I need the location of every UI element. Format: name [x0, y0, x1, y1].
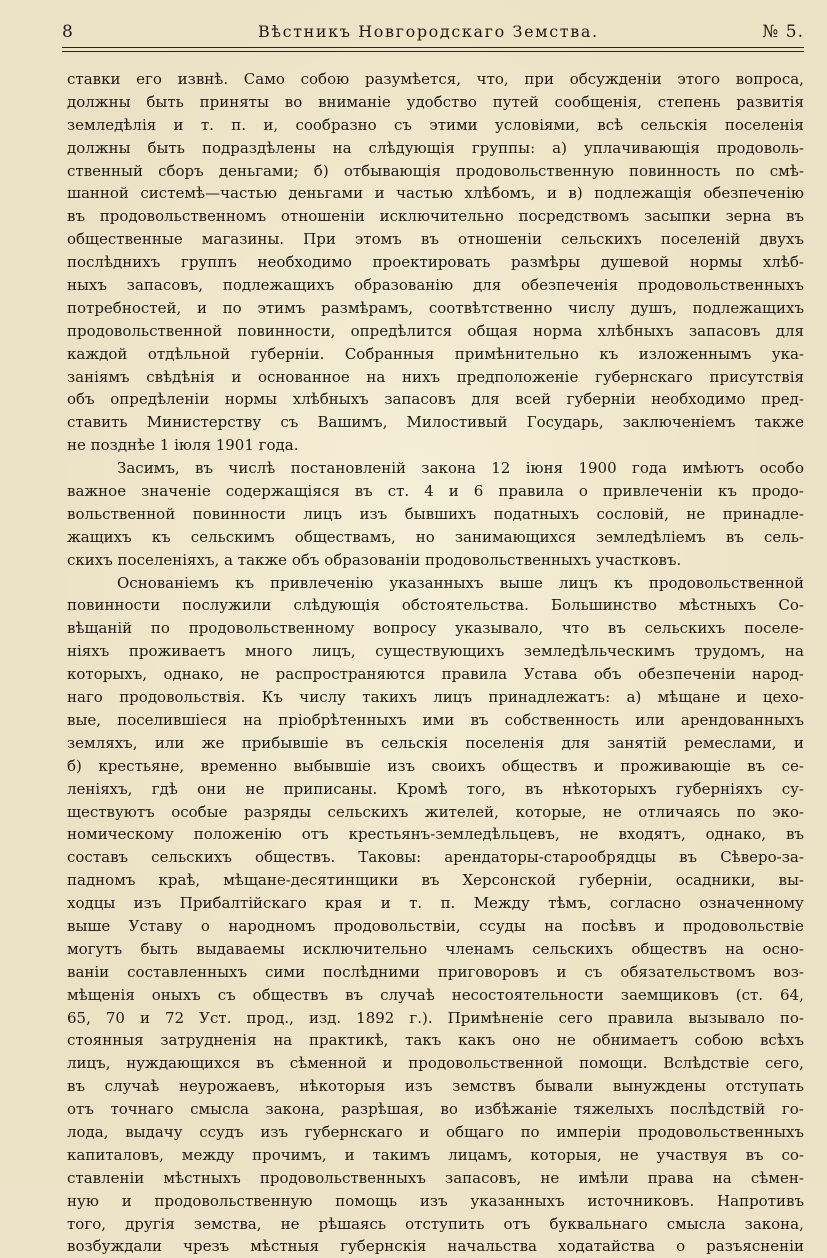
- text-line: вольственной повинности лицъ изъ бывшихъ податныхъ сословій, не принадле-: [67, 504, 804, 523]
- text-line: должны быть приняты во вниманіе удобство путей сообщенія, степень развитія: [67, 92, 804, 111]
- text-line: отъ точнаго смысла закона, разрѣшая, во избѣжаніе тяжелыхъ послѣдствій го-: [67, 1100, 804, 1119]
- text-line: повинности послужили слѣдующія обстоятельства. Большинство мѣстныхъ Со-: [67, 596, 804, 615]
- text-line: въ продовольственномъ отношеніи исключительно посредствомъ засыпки зерна въ: [67, 207, 804, 226]
- text-line: наго продовольствія. Къ числу такихъ лицъ принадлежатъ: а) мѣщане и цехо-: [67, 688, 804, 707]
- text-line: ваніи составленныхъ сими послѣдними приговоровъ и съ обязательствомъ воз-: [67, 962, 804, 981]
- text-line: потребностей, и по этимъ размѣрамъ, соотвѣтственно числу душъ, подлежащихъ: [67, 298, 804, 317]
- issue-number: № 5.: [762, 22, 804, 42]
- text-line: ставленіи мѣстныхъ продовольственныхъ запасовъ, не имѣли права на сѣмен-: [67, 1168, 804, 1187]
- text-line: мѣщенія оныхъ съ обществъ въ случаѣ несостоятельности заемщиковъ (ст. 64,: [67, 985, 804, 1004]
- text-line: ственный сборъ деньгами; б) отбывающія продовольственную повинность по смѣ-: [67, 161, 804, 180]
- text-line: стоянныя затрудненія на практикѣ, такъ какъ оно не обнимаетъ собою всѣхъ: [67, 1031, 804, 1050]
- text-line: составъ сельскихъ обществъ. Таковы: арендаторы-старообрядцы въ Сѣверо-за-: [67, 848, 804, 867]
- text-line: ную и продовольственную помощь изъ указанныхъ источниковъ. Напротивъ: [67, 1191, 804, 1210]
- text-line: номическому положенію отъ крестьянъ-земледѣльцевъ, не входятъ, однако, въ: [67, 825, 804, 844]
- text-line: ставить Министерству съ Вашимъ, Милостивый Государь, заключеніемъ также: [67, 413, 804, 432]
- text-line: заніямъ свѣдѣнія и основанное на нихъ предположеніе губернскаго присутствія: [67, 367, 804, 386]
- text-line: должны быть подраздѣлены на слѣдующія группы: а) уплачивающія продоволь-: [67, 138, 804, 157]
- text-line: жащихъ къ сельскимъ обществамъ, но занимающихся земледѣліемъ въ сель-: [67, 527, 804, 546]
- text-line: шанной системѣ—частью деньгами и частью хлѣбомъ, и в) подлежащія обезпеченію: [67, 184, 804, 203]
- text-line: Основаніемъ къ привлеченію указанныхъ выше лицъ къ продовольственной: [117, 573, 804, 592]
- text-line: послѣднихъ группъ необходимо проектировать размѣры душевой нормы хлѣб-: [67, 253, 804, 272]
- text-line: важное значеніе содержащіяся въ ст. 4 и 6 правила о привлеченіи къ продо-: [67, 482, 804, 501]
- header-rule-thin: [62, 51, 804, 52]
- text-line: продовольственной повинности, опредѣлится общая норма хлѣбныхъ запасовъ для: [67, 321, 804, 340]
- text-line: скихъ поселеніяхъ, а также объ образованіи продовольственныхъ участковъ.: [67, 550, 682, 569]
- text-line: ставки его извнѣ. Само собою разумѣется, что, при обсужденіи этого вопроса,: [67, 70, 804, 88]
- text-line: ніяхъ проживаетъ много лицъ, существующихъ земледѣльческимъ трудомъ, на: [67, 642, 804, 661]
- journal-title: Вѣстникъ Новгородскаго Земства.: [258, 22, 599, 41]
- text-line: того, другія земства, не рѣшаясь отступить отъ буквальнаго смысла закона,: [67, 1214, 804, 1233]
- text-line: каждой отдѣльной губерніи. Собранныя примѣнительно къ изложеннымъ ука-: [67, 344, 804, 363]
- running-header: [62, 20, 804, 48]
- body-text: [67, 68, 804, 1258]
- text-line: ществуютъ особые разряды сельскихъ жителей, которые, не отличаясь по эко-: [67, 802, 804, 821]
- text-line: лицъ, нуждающихся въ сѣменной и продовольственной помощи. Вслѣдствіе сего,: [67, 1054, 804, 1073]
- text-line: ходцы изъ Прибалтійскаго края и т. п. Между тѣмъ, согласно означенному: [67, 894, 804, 913]
- text-line: возбуждали чрезъ мѣстныя губернскія начальства ходатайства о разъясненіи: [67, 1237, 804, 1256]
- text-line: которыхъ, однако, не распространяются правила Устава объ обезпеченіи народ-: [67, 665, 804, 684]
- text-line: леніяхъ, гдѣ они не приписаны. Кромѣ того, въ нѣкоторыхъ губерніяхъ су-: [67, 779, 804, 798]
- text-line: вые, поселившіеся на пріобрѣтенныхъ ими въ собственность или арендованныхъ: [67, 710, 804, 729]
- text-line: въ случаѣ неурожаевъ, нѣкоторыя изъ земствъ бывали вынуждены отступать: [67, 1077, 804, 1096]
- text-line: могутъ быть выдаваемы исключительно членамъ сельскихъ обществъ на осно-: [67, 939, 804, 958]
- text-line: ныхъ запасовъ, подлежащихъ образованію для обезпеченія продовольственныхъ: [67, 276, 804, 295]
- text-line: 65, 70 и 72 Уст. прод., изд. 1892 г.). Примѣненіе сего правила вызывало по-: [67, 1008, 804, 1027]
- text-line: вѣщаній по продовольственному вопросу указывало, что въ сельскихъ поселе-: [67, 619, 804, 638]
- text-line: выше Уставу о народномъ продовольствіи, ссуды на посѣвъ и продовольствіе: [67, 916, 804, 935]
- text-line: лода, выдачу ссудъ изъ губернскаго и общаго по имперіи продовольственныхъ: [67, 1122, 804, 1141]
- page-number: 8: [62, 22, 73, 42]
- header-rule: [62, 47, 804, 48]
- text-line: земляхъ, или же прибывшіе въ сельскія поселенія для занятій ремеслами, и: [67, 733, 804, 752]
- text-line: б) крестьяне, временно выбывшіе изъ своихъ обществъ и проживающіе въ се-: [67, 756, 804, 775]
- text-line: земледѣлія и т. п. и, сообразно съ этими условіями, всѣ сельскія поселенія: [67, 115, 804, 134]
- text-line: объ опредѣленіи нормы хлѣбныхъ запасовъ для всей губерніи необходимо пред-: [67, 390, 804, 409]
- text-line: падномъ краѣ, мѣщане-десятинщики въ Херсонской губерніи, осадники, вы-: [67, 871, 804, 890]
- text-line: общественные магазины. При этомъ въ отношеніи сельскихъ поселеній двухъ: [67, 230, 804, 249]
- text-line: не позднѣе 1 іюля 1901 года.: [67, 436, 299, 455]
- text-line: капиталовъ, между прочимъ, и такимъ лицамъ, которыя, не участвуя въ со-: [67, 1145, 804, 1164]
- text-line: Засимъ, въ числѣ постановленій закона 12 іюня 1900 года имѣютъ особо: [117, 459, 804, 478]
